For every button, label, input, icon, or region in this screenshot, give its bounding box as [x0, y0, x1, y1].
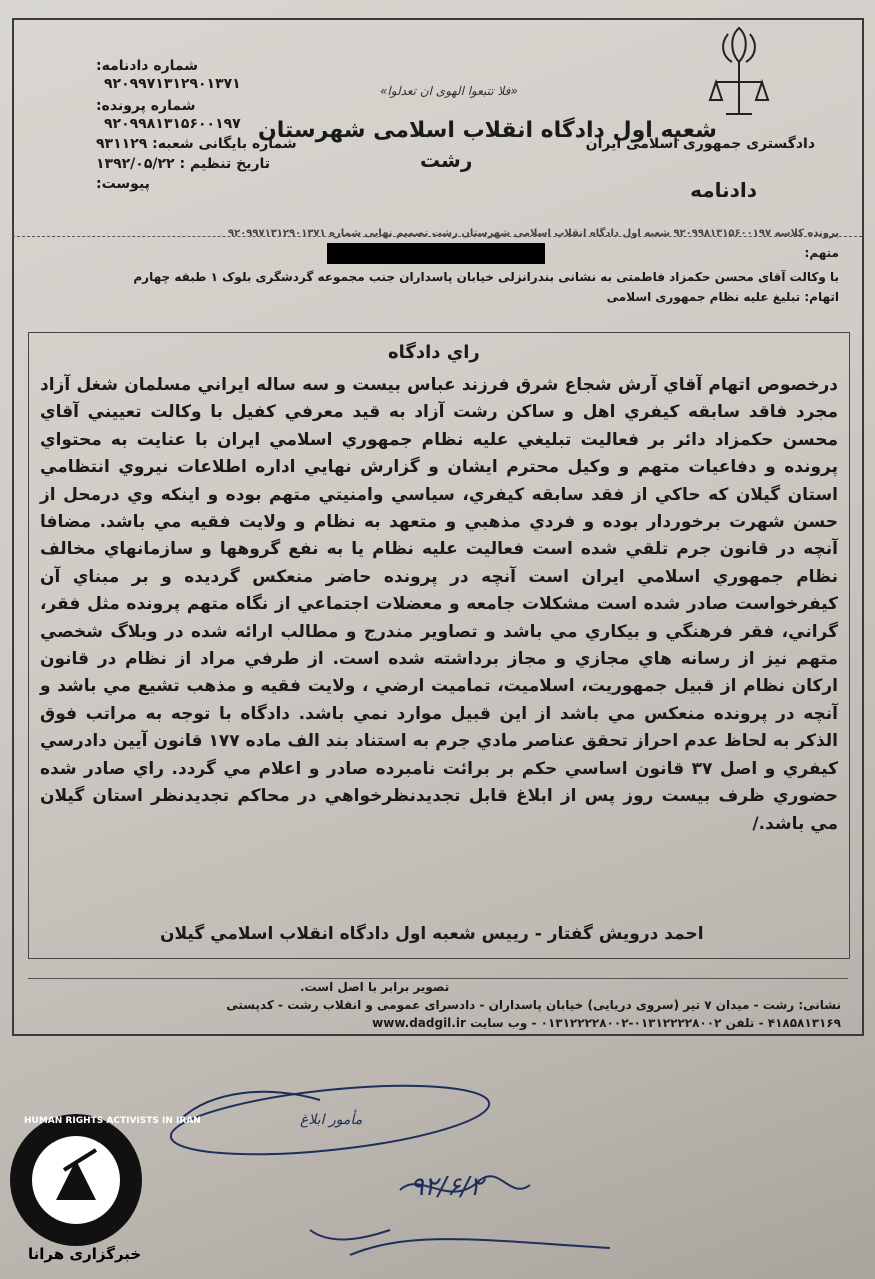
court-name: شعبه اول دادگاه انقلاب اسلامی شهرستان — [258, 118, 717, 143]
meta-archive-number: شماره بایگانی شعبه: ۹۳۱۱۲۹ — [96, 136, 297, 152]
judiciary-name: دادگستری جمهوری اسلامی ایران — [585, 136, 815, 152]
document-type: دادنامه — [690, 178, 757, 202]
case-reference-line: پرونده کلاسه ۹۲۰۹۹۸۱۳۱۵۶۰۰۱۹۷ شعبه اول دادگاه انقلاب اسلامی شهرستان رشت تصمیم نهایی شماره ۹۲۰۹۹۷۱۳۱۲۹۰۱۳۷۱ — [227, 228, 839, 239]
logo-caption: خبرگزاری هرانا — [28, 1245, 142, 1263]
certified-copy-note: تصویر برابر با اصل است. — [300, 980, 450, 994]
meta-attachment: پیوست: — [96, 176, 150, 192]
meta-label-case-number: شماره پرونده: — [96, 98, 196, 114]
lawyer-line: با وکالت آقای محسن حکمزاد فاطمتی به نشانی بندرانزلی خیابان پاسداران جنب مجموعه گردشگری بلوک ۱ طبقه چهارم — [133, 270, 839, 284]
meta-case-number: ۹۲۰۹۹۸۱۳۱۵۶۰۰۱۹۷ — [104, 116, 241, 132]
logo-text: HUMAN RIGHTS ACTIVISTS IN IRAN — [24, 1116, 201, 1126]
court-city: رشت — [420, 148, 473, 172]
meta-date: تاریخ تنظیم : ۱۳۹۲/۰۵/۲۲ — [96, 156, 271, 172]
hrana-logo-icon — [6, 1110, 201, 1250]
handwritten-signature — [150, 1080, 650, 1270]
redaction-bar — [327, 243, 545, 264]
iran-emblem-icon — [706, 22, 772, 132]
judge-signature-line: احمد درويش گفتار - رييس شعبه اول دادگاه انقلاب اسلامي گيلان — [160, 924, 704, 944]
header-verse: «فلا تتبعوا الهوی ان تعدلوا» — [380, 84, 518, 98]
footer-divider — [28, 978, 848, 979]
verdict-body: درخصوص اتهام آقاي آرش شجاع شرق فرزند عباس بيست و سه ساله ايراني مسلمان شغل آزاد مجرد فاقد سابقه كيفري اهل و ساكن رشت آزاد به قيد معرفي كفيل با وكالت تعييني آقاي محسن حكمزاد دائر بر فعاليت تبليغي عليه نظام جمهوري اسلامي ايران با عنايت به محتواي پرونده و دفاعيات متهم و وكيل محترم ايشان و گزارش نهايي اداره اطلاعات نيروي انتظامي استان گيلان كه حاكي از فقد سابقه كيفري، سياسي وامنيتي متهم بوده و اينكه وي درمحل از حسن شهرت برخوردار بوده و فردي مذهبي و متعهد به نظام و ولايت فقيه مي باشد. مضافا آنچه در قانون جرم تلقي شده است فعاليت عليه نظام يا به نفع گروهها و سازمانهاي مخالف نظام جمهوري اسلامي ايران است آنچه در پرونده حاضر منعكس گرديده و بر مبناي آن كيفرخواست صادر شده است مشكلات جامعه و معضلات اجتماعي از نگاه متهم پرونده مثل فقر، گراني، فقر فرهنگي و بيكاري مي باشد و تصاوير مندرج و مطالب ارائه شده در وبلاگ شخصي متهم نيز از رسانه هاي مجازي و مجاز برداشته شده است. از طرفي مراد از نظام در قانون اركان نظام از قبيل جمهوريت، اسلاميت، تماميت ارضي ، ولايت فقيه و مذهب تشيع مي باشد و آنچه در پرونده منعكس مي باشد از اين قبيل موارد نمي باشد. دادگاه با توجه به مراتب فوق الذكر به لحاظ عدم احراز تحقق عناصر مادي جرم به استناد بند الف ماده ۱۷۷ قانون آيين دادرسي كيفري و اصل ۳۷ قانون اساسي حكم بر برائت نامبرده صادر و اعلام مي گردد. راي صادر شده حضوري ظرف بيست روز پس از ابلاغ قابل تجديدنظرخواهي در محاكم تجديدنظر استان گيلان مي باشد./ — [40, 375, 838, 834]
court-address: نشانی: رشت - میدان ۷ تیر (سروی دریایی) خیابان پاسداران - دادسرای عمومی و انقلاب رشت - کدپستی — [226, 998, 841, 1012]
verdict-title: راي دادگاه — [388, 342, 480, 363]
defendant-label: متهم: — [804, 246, 839, 260]
court-contact: ۴۱۸۵۸۱۳۱۶۹ - تلفن ۰۱۳۱۲۲۲۲۸۰۰۲-۰۱۳۱۲۲۲۲۸۰۰۲ - وب سایت www.dadgil.ir — [372, 1016, 841, 1030]
handwritten-note: مأمور ابلاغ — [300, 1112, 363, 1128]
charge-line: اتهام: تبلیغ علیه نظام جمهوری اسلامی — [606, 290, 839, 304]
meta-verdict-number: ۹۲۰۹۹۷۱۳۱۲۹۰۱۳۷۱ — [104, 76, 241, 92]
handwritten-date: ۹۲/۶/۲ — [410, 1172, 484, 1202]
meta-label-verdict-number: شماره دادنامه: — [96, 58, 199, 74]
